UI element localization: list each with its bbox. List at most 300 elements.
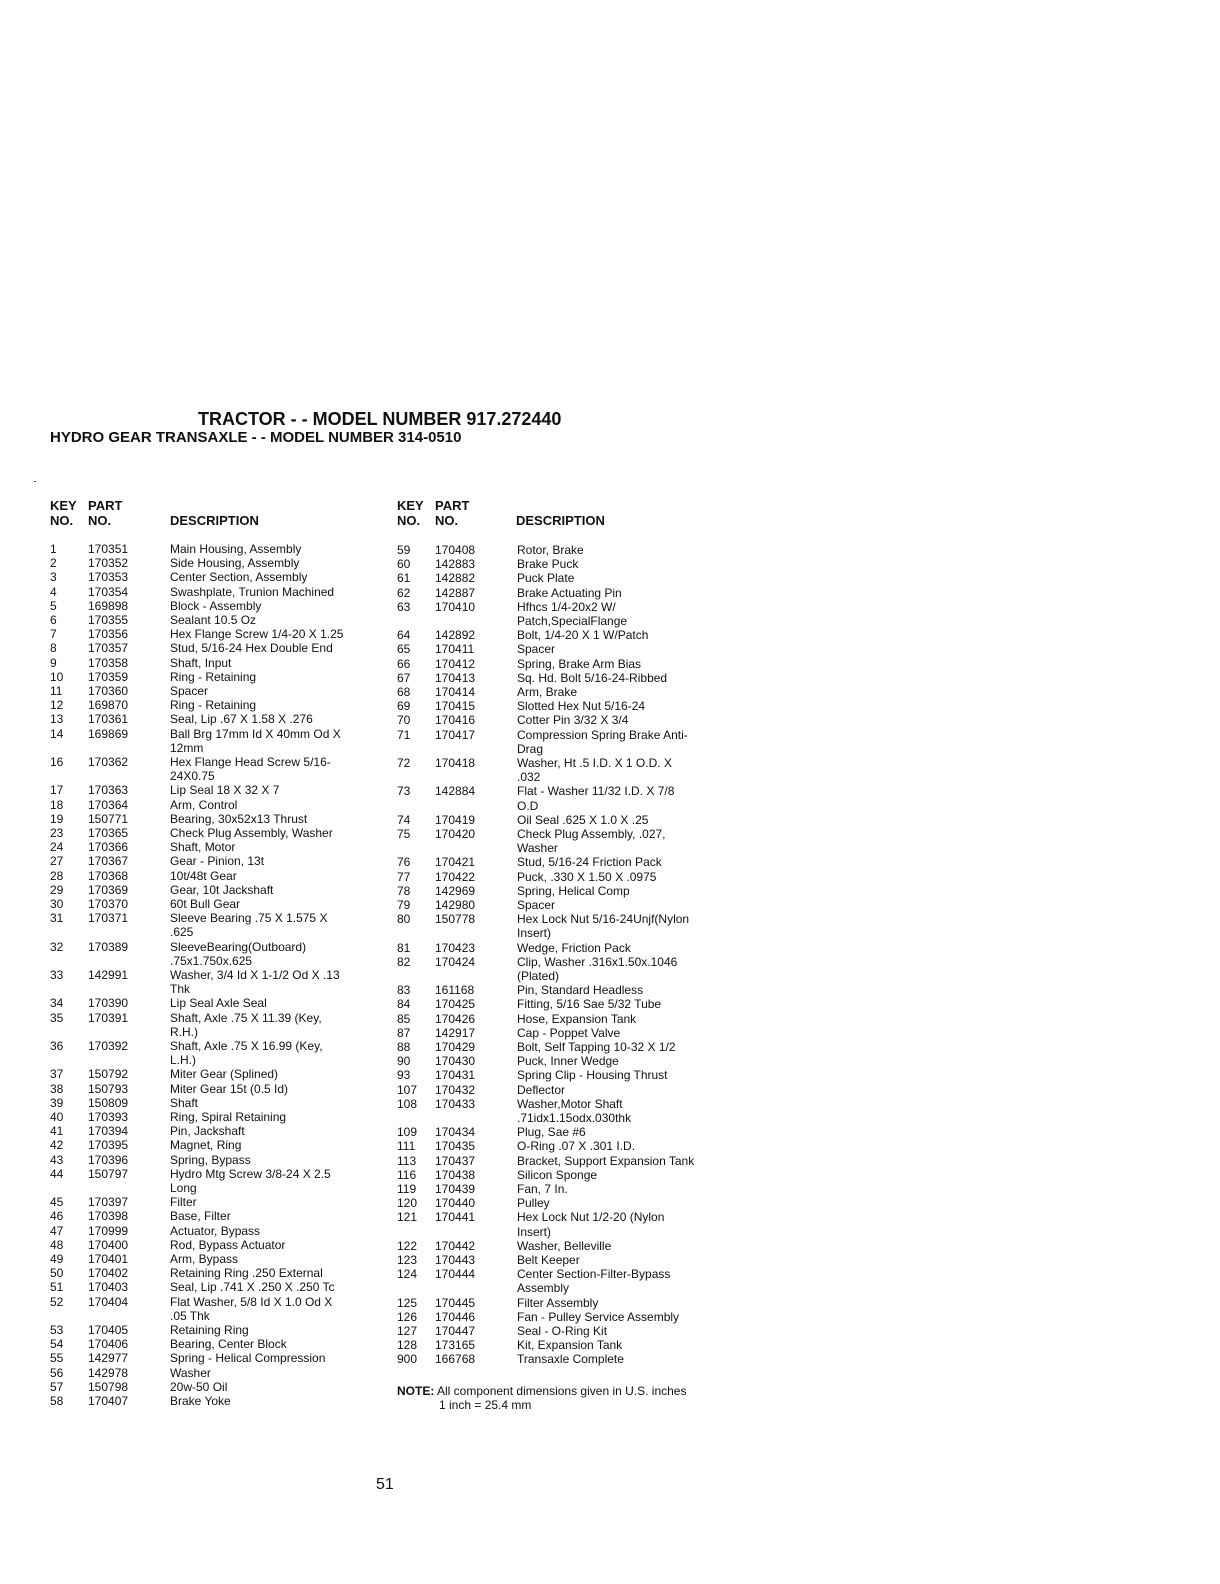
key-number: 57	[50, 1379, 64, 1394]
key-number: 18	[50, 797, 64, 812]
part-description: Center Section, Assembly	[170, 570, 308, 585]
part-description: Fan, 7 In.	[517, 1182, 568, 1196]
part-number: 142991	[88, 968, 129, 982]
part-description: 60t Bull Gear	[170, 897, 241, 911]
part-description: 10t/48t Gear	[170, 868, 237, 883]
page-subtitle: HYDRO GEAR TRANSAXLE - - MODEL NUMBER 314-0510	[50, 429, 462, 446]
key-number: 70	[397, 713, 411, 728]
left-part-header-bottom: NO.	[88, 513, 112, 528]
part-description: Shaft	[170, 1095, 199, 1110]
part-number: 170442	[435, 1238, 476, 1253]
key-number: 44	[50, 1166, 64, 1181]
key-number: 111	[397, 1139, 416, 1154]
part-description: Washer	[170, 1365, 211, 1380]
key-number: 90	[397, 1054, 411, 1069]
part-description: Washer, Ht .5 I.D. X 1 O.D. X	[517, 756, 672, 770]
part-number: 170430	[435, 1054, 476, 1069]
part-description-continued: Insert)	[517, 926, 552, 941]
part-description: Spacer	[170, 684, 209, 698]
page-number: 51	[376, 1476, 394, 1493]
key-number: 29	[50, 882, 64, 897]
part-description: Kit, Expansion Tank	[517, 1338, 623, 1353]
part-description: Silicon Sponge	[517, 1167, 598, 1182]
part-description: Bolt, 1/4-20 X 1 W/Patch	[517, 628, 649, 643]
part-description: Pulley	[517, 1196, 550, 1211]
part-number: 170431	[435, 1068, 476, 1083]
part-number: 170398	[88, 1209, 129, 1224]
part-description: 20w-50 Oil	[170, 1379, 228, 1394]
part-number: 170357	[88, 641, 129, 656]
key-number: 75	[397, 827, 411, 841]
part-number: 150792	[88, 1067, 129, 1082]
part-description: Pin, Standard Headless	[517, 983, 644, 998]
part-number: 170400	[88, 1237, 129, 1252]
part-description: Hfhcs 1/4-20x2 W/	[517, 599, 616, 614]
part-description: Retaining Ring .250 External	[170, 1266, 323, 1281]
part-number: 170401	[88, 1252, 129, 1266]
part-number: 170391	[88, 1010, 129, 1025]
part-description: Arm, Brake	[517, 685, 578, 699]
part-description: Cap - Poppet Valve	[517, 1025, 621, 1040]
part-description: Spring, Brake Arm Bias	[517, 656, 642, 671]
key-number: 4	[50, 584, 57, 599]
key-number: 30	[50, 897, 64, 911]
key-number: 33	[50, 968, 64, 982]
part-description: Retaining Ring	[170, 1323, 249, 1337]
key-number: 128	[397, 1338, 418, 1353]
key-number: 42	[50, 1138, 64, 1153]
key-number: 12	[50, 698, 64, 713]
part-number: 142892	[435, 628, 476, 643]
part-description-continued: R.H.)	[170, 1024, 198, 1039]
part-description: Washer, 3/4 Id X 1-1/2 Od X .13	[170, 968, 340, 982]
key-number: 120	[397, 1196, 418, 1211]
part-description-continued: .75x1.750x.625	[170, 953, 253, 968]
part-description: Sleeve Bearing .75 X 1.575 X	[170, 911, 328, 926]
part-description-continued: Assembly	[517, 1281, 570, 1296]
part-number: 166768	[435, 1352, 476, 1367]
part-description: Seal, Lip .67 X 1.58 X .276	[170, 712, 313, 727]
dimension-note	[397, 1384, 687, 1412]
part-description-continued: .032	[517, 770, 541, 785]
note-line-2: 1 inch = 25.4 mm	[439, 1398, 532, 1412]
part-description: Seal - O-Ring Kit	[517, 1324, 608, 1338]
part-number: 170419	[435, 812, 476, 827]
part-description: Clip, Washer .316x1.50x.1046	[517, 954, 678, 969]
part-number: 150798	[88, 1379, 129, 1394]
key-number: 24	[50, 840, 64, 855]
key-number: 61	[397, 571, 411, 586]
key-number: 72	[397, 756, 411, 770]
part-number: 170410	[435, 599, 476, 614]
key-number: 7	[50, 627, 57, 642]
part-number: 170426	[435, 1011, 476, 1026]
part-number: 142884	[435, 784, 476, 799]
part-description: Seal, Lip .741 X .250 X .250 Tc	[170, 1280, 335, 1295]
part-description: Magnet, Ring	[170, 1138, 242, 1153]
part-description-continued: L.H.)	[170, 1053, 197, 1068]
part-number: 142978	[88, 1365, 129, 1380]
part-number: 170444	[435, 1267, 476, 1282]
part-description: Miter Gear 15t (0.5 Id)	[170, 1081, 289, 1096]
key-number: 81	[397, 940, 411, 955]
key-number: 85	[397, 1011, 411, 1026]
part-number: 170418	[435, 756, 476, 770]
part-number: 170440	[435, 1196, 476, 1211]
part-number: 142917	[435, 1025, 476, 1040]
part-number: 142883	[435, 557, 476, 572]
right-key-header-bottom: NO.	[397, 513, 421, 528]
part-number: 142887	[435, 585, 476, 600]
part-description: Spring, Bypass	[170, 1152, 251, 1167]
part-description: Washer,Motor Shaft	[517, 1096, 623, 1111]
key-number: 45	[50, 1195, 64, 1210]
part-number: 170392	[88, 1039, 129, 1053]
part-description: Hose, Expansion Tank	[517, 1011, 637, 1026]
part-number: 170424	[435, 954, 476, 969]
key-number: 126	[397, 1309, 418, 1324]
part-number: 170999	[88, 1223, 129, 1238]
part-description: Gear, 10t Jackshaft	[170, 882, 274, 897]
key-number: 48	[50, 1237, 64, 1252]
part-number: 170406	[88, 1337, 129, 1352]
part-description: Spacer	[517, 642, 556, 657]
part-number: 170432	[435, 1082, 476, 1097]
key-number: 34	[50, 996, 64, 1011]
part-description-continued: .71idx1.15odx.030thk	[517, 1111, 632, 1125]
part-number: 170358	[88, 655, 129, 670]
key-number: 124	[397, 1267, 418, 1282]
key-number: 109	[397, 1125, 418, 1140]
key-number: 107	[397, 1082, 418, 1097]
part-number: 170368	[88, 868, 129, 883]
part-description: Pin, Jackshaft	[170, 1124, 245, 1139]
part-number: 161168	[435, 983, 475, 998]
part-number: 170420	[435, 827, 476, 841]
key-number: 8	[50, 641, 57, 656]
key-number: 59	[397, 543, 411, 557]
part-number: 170403	[88, 1280, 129, 1295]
left-description-header: DESCRIPTION	[170, 513, 259, 528]
left-key-header-bottom: NO.	[50, 513, 74, 528]
part-description-continued: Patch,SpecialFlange	[517, 614, 628, 628]
part-description: Slotted Hex Nut 5/16-24	[517, 699, 646, 714]
key-number: 63	[397, 599, 411, 614]
part-description: Rotor, Brake	[517, 543, 584, 557]
part-number: 170416	[435, 713, 476, 728]
part-description: Check Plug Assembly, Washer	[170, 826, 333, 840]
key-number: 31	[50, 911, 64, 926]
part-number: 150778	[435, 912, 476, 927]
part-number: 170363	[88, 783, 129, 798]
part-number: 170443	[435, 1253, 476, 1267]
part-description: Spacer	[517, 898, 556, 912]
key-number: 113	[397, 1153, 417, 1168]
part-number: 170423	[435, 940, 476, 955]
part-number: 170421	[435, 855, 476, 870]
part-description: Miter Gear (Splined)	[170, 1067, 279, 1082]
part-description: Fan - Pulley Service Assembly	[517, 1309, 680, 1324]
part-description: Hex Lock Nut 1/2-20 (Nylon	[517, 1210, 665, 1225]
key-number: 5	[50, 598, 57, 613]
note-label: NOTE:	[397, 1384, 435, 1398]
part-number: 170413	[435, 670, 476, 685]
part-description: Hydro Mtg Screw 3/8-24 X 2.5	[170, 1166, 331, 1181]
part-number: 170407	[88, 1394, 129, 1408]
part-number: 170425	[435, 997, 476, 1012]
left-part-header-top: PART	[88, 498, 123, 513]
part-description: Brake Actuating Pin	[517, 585, 622, 600]
part-description-continued: .05 Thk	[170, 1308, 210, 1323]
part-description: Bearing, 30x52x13 Thrust	[170, 811, 308, 826]
part-number: 169869	[88, 726, 129, 741]
part-description: Flat Washer, 5/8 Id X 1.0 Od X	[170, 1294, 333, 1309]
part-description: Sq. Hd. Bolt 5/16-24-Ribbed	[517, 670, 668, 685]
part-description: Hex Lock Nut 5/16-24Unjf(Nylon	[517, 912, 690, 927]
part-description: Compression Spring Brake Anti-	[517, 727, 688, 742]
part-number: 170422	[435, 869, 476, 884]
key-number: 55	[50, 1351, 64, 1366]
part-number: 170441	[435, 1210, 476, 1225]
key-number: 3	[50, 570, 57, 585]
key-number: 78	[397, 883, 411, 898]
key-number: 69	[397, 699, 411, 714]
key-number: 127	[397, 1324, 418, 1338]
part-number: 170412	[435, 656, 476, 671]
part-description: Stud, 5/16-24 Friction Pack	[517, 855, 662, 870]
part-description: Transaxle Complete	[517, 1352, 624, 1367]
part-description: SleeveBearing(Outboard)	[170, 939, 307, 954]
part-description-continued: Washer	[517, 841, 558, 856]
part-description: Lip Seal 18 X 32 X 7	[170, 783, 280, 798]
key-number: 900	[397, 1352, 418, 1367]
part-description: Hex Flange Screw 1/4-20 X 1.25	[170, 627, 344, 642]
left-key-header-top: KEY	[50, 498, 77, 513]
key-number: 58	[50, 1394, 64, 1408]
part-description: Base, Filter	[170, 1209, 231, 1224]
key-number: 9	[50, 655, 57, 670]
part-number: 170365	[88, 826, 129, 840]
part-description-continued: Thk	[170, 982, 191, 997]
part-number: 170434	[435, 1125, 476, 1140]
key-number: 93	[397, 1068, 411, 1083]
part-number: 170354	[88, 584, 129, 599]
part-description: Ball Brg 17mm Id X 40mm Od X	[170, 726, 341, 741]
key-number: 2	[50, 556, 57, 571]
part-description: Cotter Pin 3/32 X 3/4	[517, 713, 629, 728]
part-number: 170369	[88, 882, 129, 897]
part-description: Spring Clip - Housing Thrust	[517, 1068, 668, 1083]
key-number: 56	[50, 1365, 64, 1380]
key-number: 77	[397, 869, 411, 884]
key-number: 87	[397, 1025, 411, 1040]
key-number: 36	[50, 1039, 64, 1053]
key-number: 122	[397, 1238, 418, 1253]
key-number: 65	[397, 642, 411, 657]
part-number: 170394	[88, 1124, 129, 1139]
part-description: Puck Plate	[517, 571, 575, 586]
key-number: 119	[397, 1182, 417, 1196]
part-number: 173165	[435, 1338, 476, 1353]
part-description: Spring, Helical Comp	[517, 883, 630, 898]
key-number: 67	[397, 670, 411, 685]
key-number: 74	[397, 812, 411, 827]
part-description: Stud, 5/16-24 Hex Double End	[170, 641, 333, 656]
part-description: Shaft, Axle .75 X 16.99 (Key,	[170, 1039, 323, 1053]
part-number: 170393	[88, 1110, 129, 1124]
key-number: 80	[397, 912, 411, 927]
part-description: Deflector	[517, 1082, 566, 1097]
part-description: Wedge, Friction Pack	[517, 940, 631, 955]
part-number: 150797	[88, 1166, 129, 1181]
part-number: 170366	[88, 840, 129, 855]
key-number: 38	[50, 1081, 64, 1096]
part-number: 170355	[88, 613, 129, 627]
part-number: 170404	[88, 1294, 129, 1309]
part-number: 170389	[88, 939, 129, 954]
key-number: 50	[50, 1266, 64, 1281]
part-description: Hex Flange Head Screw 5/16-	[170, 755, 331, 769]
part-description: O-Ring .07 X .301 I.D.	[517, 1139, 636, 1154]
part-number: 170353	[88, 570, 129, 585]
part-number: 170439	[435, 1182, 476, 1196]
right-key-header-top: KEY	[397, 498, 424, 513]
key-number: 6	[50, 613, 57, 627]
part-description-continued: Drag	[517, 741, 544, 756]
part-description: Arm, Bypass	[170, 1252, 239, 1266]
key-number: 27	[50, 854, 64, 869]
part-description-continued: 24X0.75	[170, 769, 215, 784]
part-number: 170408	[435, 543, 476, 557]
key-number: 82	[397, 954, 411, 969]
key-number: 64	[397, 628, 411, 643]
key-number: 66	[397, 656, 411, 671]
part-number: 169898	[88, 598, 129, 613]
key-number: 19	[50, 811, 64, 826]
part-number: 170395	[88, 1138, 129, 1153]
key-number: 108	[397, 1096, 418, 1111]
key-number: 23	[50, 826, 64, 840]
part-number: 170447	[435, 1324, 476, 1338]
key-number: 73	[397, 784, 411, 799]
part-description-continued: (Plated)	[517, 969, 560, 983]
part-description: Rod, Bypass Actuator	[170, 1237, 286, 1252]
part-description: Side Housing, Assembly	[170, 556, 300, 571]
part-number: 170390	[88, 996, 129, 1011]
key-number: 123	[397, 1253, 418, 1267]
part-description: Shaft, Motor	[170, 840, 236, 855]
part-description: Fitting, 5/16 Sae 5/32 Tube	[517, 997, 662, 1012]
part-number: 170397	[88, 1195, 129, 1210]
part-number: 142977	[88, 1351, 129, 1366]
key-number: 121	[397, 1210, 418, 1225]
part-number: 170433	[435, 1096, 476, 1111]
part-number: 170360	[88, 684, 129, 698]
key-number: 17	[50, 783, 64, 798]
part-description-continued: O.D	[517, 798, 539, 813]
part-description: Shaft, Input	[170, 655, 232, 670]
key-number: 46	[50, 1209, 64, 1224]
key-number: 16	[50, 755, 64, 769]
key-number: 28	[50, 868, 64, 883]
key-number: 60	[397, 557, 411, 572]
part-description: Belt Keeper	[517, 1253, 580, 1267]
part-description: Filter Assembly	[517, 1295, 599, 1310]
key-number: 54	[50, 1337, 64, 1352]
page-title: TRACTOR - - MODEL NUMBER 917.272440	[198, 409, 562, 429]
part-number: 150793	[88, 1081, 129, 1096]
key-number: 84	[397, 997, 411, 1012]
key-number: 88	[397, 1040, 411, 1054]
part-description-continued: Long	[170, 1181, 197, 1195]
key-number: 83	[397, 983, 411, 998]
part-number: 170402	[88, 1266, 129, 1281]
note-line-1: All component dimensions given in U.S. inches	[437, 1384, 687, 1398]
part-description: Block - Assembly	[170, 598, 262, 613]
key-number: 68	[397, 685, 411, 699]
part-number: 170361	[88, 712, 129, 727]
part-description: Bolt, Self Tapping 10-32 X 1/2	[517, 1040, 676, 1054]
part-description: Check Plug Assembly, .027,	[517, 827, 666, 841]
part-number: 142969	[435, 883, 476, 898]
part-description: Arm, Control	[170, 797, 238, 812]
part-number: 170445	[435, 1295, 476, 1310]
right-part-header-top: PART	[435, 498, 470, 513]
key-number: 1	[50, 542, 57, 556]
key-number: 53	[50, 1323, 64, 1337]
part-number: 170356	[88, 627, 129, 642]
key-number: 11	[50, 684, 63, 698]
part-number: 170362	[88, 755, 129, 769]
part-number: 170370	[88, 897, 129, 911]
part-description: Ring - Retaining	[170, 669, 257, 684]
part-description: Actuator, Bypass	[170, 1223, 261, 1238]
part-description-continued: .625	[170, 925, 194, 940]
part-number: 142882	[435, 571, 476, 586]
part-description: Plug, Sae #6	[517, 1125, 586, 1140]
part-number: 170414	[435, 685, 476, 699]
key-number: 52	[50, 1294, 64, 1309]
part-description: Bearing, Center Block	[170, 1337, 287, 1352]
right-description-header: DESCRIPTION	[516, 513, 605, 528]
part-number: 170411	[435, 642, 475, 657]
key-number: 13	[50, 712, 64, 727]
part-description: Washer, Belleville	[517, 1238, 612, 1253]
key-number: 39	[50, 1095, 64, 1110]
part-number: 170351	[88, 542, 129, 556]
part-description: Center Section-Filter-Bypass	[517, 1267, 671, 1282]
key-number: 79	[397, 898, 411, 912]
key-number: 62	[397, 585, 411, 600]
key-number: 41	[50, 1124, 64, 1139]
part-number: 170437	[435, 1153, 476, 1168]
part-number: 170438	[435, 1167, 476, 1182]
part-description: Gear - Pinion, 13t	[170, 854, 265, 869]
part-number: 170371	[88, 911, 129, 926]
part-description: Lip Seal Axle Seal	[170, 996, 267, 1011]
part-number: 169870	[88, 698, 129, 713]
key-number: 37	[50, 1067, 64, 1082]
right-part-header-bottom: NO.	[435, 513, 459, 528]
part-description: Spring - Helical Compression	[170, 1351, 326, 1366]
margin-tick	[34, 481, 36, 482]
part-number: 170352	[88, 556, 129, 571]
part-number: 142980	[435, 898, 476, 912]
part-description: Brake Puck	[517, 557, 579, 572]
part-description: Puck, Inner Wedge	[517, 1054, 619, 1069]
part-description: Ring, Spiral Retaining	[170, 1110, 287, 1124]
part-description: Sealant 10.5 Oz	[170, 613, 257, 627]
